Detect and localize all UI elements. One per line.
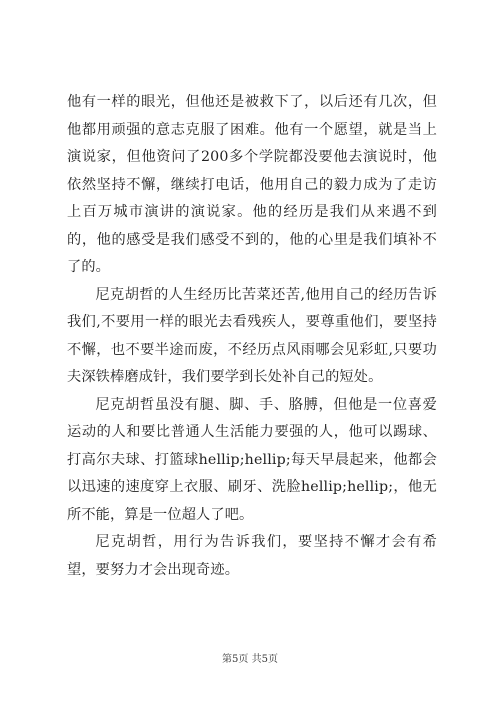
paragraph-3: 尼克胡哲虽没有腿、脚、手、胳膊，但他是一位喜爱运动的人和要比普通人生活能力要强的人，他可以踢球、打高尔夫球、打篮球hellip;hellip;每天早晨起来，他都会以迅速的速度穿上衣服、刷牙、洗脸hellip;hellip;，他无所不能，算是一位超人了吧。	[67, 396, 437, 523]
paragraph-1: 他有一样的眼光，但他还是被救下了，以后还有几次，但他都用顽强的意志克服了困难。他有一个愿望，就是当上演说家，但他资问了200多个学院都没要他去演说时，他依然坚持不懈，继续打电话，他用自己的毅力成为了走访上百万城市演讲的演说家。他的经历是我们从来遇不到的，他的感受是我们感受不到的，他的心里是我们填补不了的。	[67, 94, 437, 275]
paragraph-2: 尼克胡哲的人生经历比苦菜还苦,他用自己的经历告诉我们,不要用一样的眼光去看残疾人，要尊重他们，要坚持不懈，也不要半途而废，不经历点风雨哪会见彩虹,只要功夫深铁棒磨成针，我们要学到长处补自己的短处。	[67, 286, 437, 385]
paragraph-4: 尼克胡哲，用行为告诉我们，要坚持不懈才会有希望，要努力才会出现奇迹。	[67, 534, 437, 578]
document-body	[67, 89, 437, 584]
page-number-footer: 第5页 共5页	[222, 654, 278, 665]
